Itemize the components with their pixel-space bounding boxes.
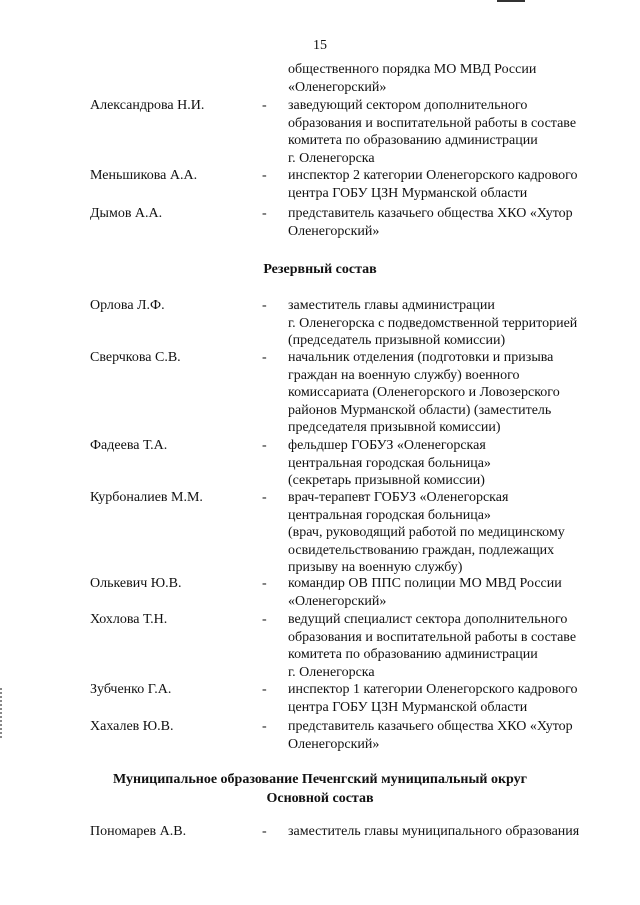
member-role — [288, 97, 618, 167]
role-line: общественного порядка МО МВД России — [288, 62, 537, 77]
role-line: комитета по образованию администрации — [288, 133, 538, 149]
role-line: заместитель главы администрации — [288, 298, 495, 313]
member-role — [288, 61, 618, 96]
member-dash: - — [262, 682, 267, 697]
role-line: образования и воспитательной работы в составе — [288, 115, 577, 131]
member-name: Александрова Н.И. — [90, 98, 205, 113]
member-name: Зубченко Г.А. — [90, 682, 172, 697]
role-line: районов Мурманской области) (заместитель — [288, 402, 552, 418]
member-dash: - — [262, 824, 267, 839]
role-line: представитель казачьего общества ХКО «Хутор — [288, 719, 573, 734]
member-role — [288, 489, 618, 577]
member-name: Хахалев Ю.В. — [90, 719, 174, 734]
role-line: инспектор 1 категории Оленегорского кадрового — [288, 682, 578, 697]
role-line: (председатель призывной комиссии) — [288, 333, 506, 349]
member-dash: - — [262, 168, 267, 183]
role-line: призыву на военную службу) — [288, 560, 463, 576]
member-dash: - — [262, 438, 267, 453]
member-name: Меньшикова А.А. — [90, 168, 198, 183]
member-name: Орлова Л.Ф. — [90, 298, 165, 313]
member-name: Дымов А.А. — [90, 206, 163, 221]
role-line: (секретарь призывной комиссии) — [288, 473, 485, 489]
section-heading-pechenga — [0, 770, 640, 808]
role-line: заместитель главы муниципального образования — [288, 824, 580, 839]
member-name: Курбоналиев М.М. — [90, 490, 203, 505]
role-line: Оленегорский» — [288, 223, 380, 239]
role-line: (врач, руководящий работой по медицинскому — [288, 525, 565, 541]
member-dash: - — [262, 350, 267, 365]
member-dash: - — [262, 719, 267, 734]
role-line: комиссариата (Оленегорского и Ловозерского — [288, 385, 560, 401]
role-line: г. Оленегорска — [288, 664, 375, 680]
member-name: Олькевич Ю.В. — [90, 576, 182, 591]
member-name: Сверчкова С.В. — [90, 350, 181, 365]
role-line: образования и воспитательной работы в составе — [288, 629, 577, 645]
section-heading-subline: Основной состав — [266, 791, 374, 806]
member-role — [288, 718, 618, 753]
member-name: Фадеева Т.А. — [90, 438, 168, 453]
role-line: центра ГОБУ ЦЗН Мурманской области — [288, 699, 528, 715]
member-dash: - — [262, 612, 267, 627]
member-dash: - — [262, 490, 267, 505]
member-name: Пономарев А.В. — [90, 824, 187, 839]
section-heading-line: Муниципальное образование Печенгский муниципальный округ — [113, 772, 527, 787]
member-role — [288, 611, 618, 681]
member-dash: - — [262, 298, 267, 313]
section-heading-reserve: Резервный состав — [263, 262, 377, 277]
role-line: командир ОВ ППС полиции МО МВД России — [288, 576, 562, 591]
member-role — [288, 681, 618, 716]
role-line: комитета по образованию администрации — [288, 647, 538, 663]
role-line: центра ГОБУ ЦЗН Мурманской области — [288, 185, 528, 201]
member-name: Хохлова Т.Н. — [90, 612, 168, 627]
role-line: начальник отделения (подготовки и призыва — [288, 350, 554, 365]
page-number: 15 — [313, 38, 327, 53]
member-role — [288, 575, 618, 610]
role-line: центральная городская больница» — [288, 507, 491, 523]
role-line: центральная городская больница» — [288, 455, 491, 471]
role-line: представитель казачьего общества ХКО «Хутор — [288, 206, 573, 221]
role-line: г. Оленегорска с подведомственной территорией — [288, 315, 578, 331]
member-role — [288, 167, 618, 202]
role-line: г. Оленегорска — [288, 150, 375, 166]
role-line: инспектор 2 категории Оленегорского кадрового — [288, 168, 578, 183]
member-role — [288, 349, 618, 437]
margin-scan-mark — [0, 688, 4, 738]
member-role — [288, 297, 618, 350]
role-line: врач-терапевт ГОБУЗ «Оленегорская — [288, 490, 509, 505]
role-line: председателя призывной комиссии) — [288, 420, 501, 436]
member-role — [288, 437, 618, 490]
role-line: освидетельствованию граждан, подлежащих — [288, 542, 555, 558]
member-dash: - — [262, 576, 267, 591]
member-role — [288, 205, 618, 240]
role-line: ведущий специалист сектора дополнительного — [288, 612, 568, 627]
member-role — [288, 823, 618, 841]
role-line: Оленегорский» — [288, 736, 380, 752]
role-line: заведующий сектором дополнительного — [288, 98, 528, 113]
role-line: граждан на военную службу) военного — [288, 367, 520, 383]
member-dash: - — [262, 98, 267, 113]
role-line: фельдшер ГОБУЗ «Оленегорская — [288, 438, 486, 453]
member-dash: - — [262, 206, 267, 221]
role-line: «Оленегорский» — [288, 593, 387, 609]
role-line: «Оленегорский» — [288, 79, 387, 95]
top-edge-mark — [497, 0, 525, 2]
